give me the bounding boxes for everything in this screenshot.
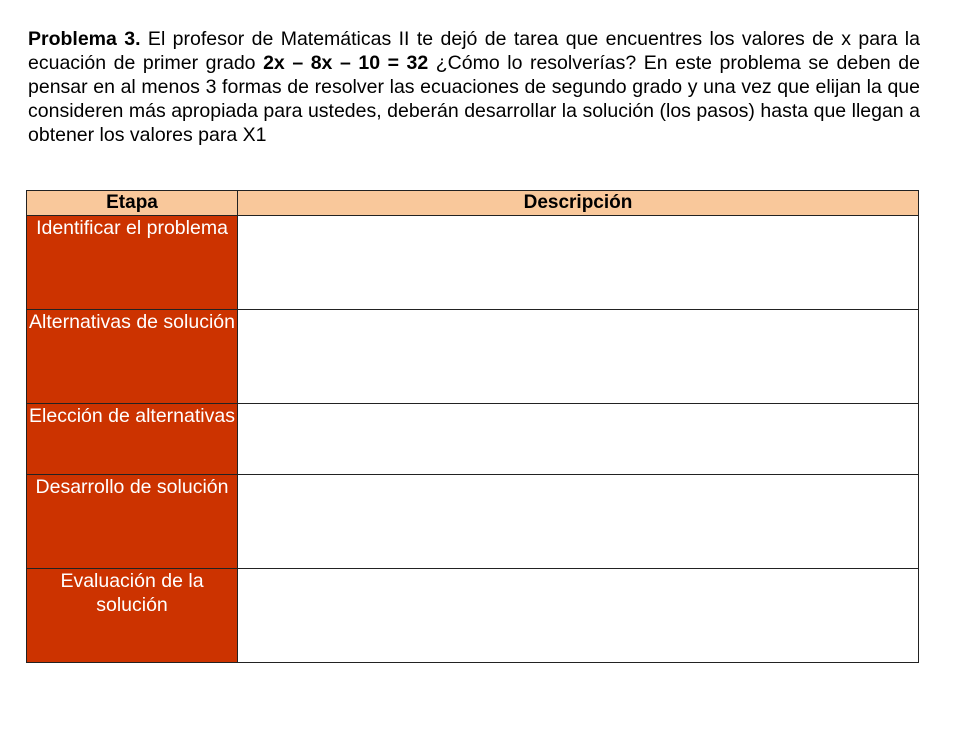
- problem-statement: [28, 27, 920, 147]
- header-descripcion: Descripción: [238, 191, 919, 216]
- table-header-row: [27, 191, 919, 216]
- stages-table: [26, 190, 919, 663]
- problem-label: Problema 3.: [28, 28, 141, 50]
- table-row: [27, 310, 919, 404]
- stage-cell-alternativas: Alternativas de solución: [27, 310, 238, 404]
- problem-equation: 2x – 8x – 10 = 32: [263, 52, 429, 74]
- description-cell-eleccion[interactable]: [238, 404, 919, 475]
- problem-text-before: El profesor de Matemáticas II te dejó de tarea que encuentres los valores de x para la ecuación de primer grado: [28, 28, 920, 74]
- table-row: [27, 569, 919, 663]
- description-cell-desarrollo[interactable]: [238, 475, 919, 569]
- table-row: [27, 475, 919, 569]
- problem-text-after: ¿Cómo lo resolverías? En este problema se deben de pensar en al menos 3 formas de resolver las ecuaciones de segundo grado y una vez que elijan la que consideren más apropiada para ustedes, deberán desarrollar la solución (los pasos) hasta que llegan a obtener los valores para X1: [28, 52, 920, 146]
- table-row: [27, 404, 919, 475]
- table-row: [27, 216, 919, 310]
- stage-cell-identificar: Identificar el problema: [27, 216, 238, 310]
- header-etapa: Etapa: [27, 191, 238, 216]
- description-cell-evaluacion[interactable]: [238, 569, 919, 663]
- stage-cell-desarrollo: Desarrollo de solución: [27, 475, 238, 569]
- description-cell-alternativas[interactable]: [238, 310, 919, 404]
- stage-cell-eleccion: Elección de alternativas: [27, 404, 238, 475]
- stage-cell-evaluacion: Evaluación de la solución: [27, 569, 238, 663]
- description-cell-identificar[interactable]: [238, 216, 919, 310]
